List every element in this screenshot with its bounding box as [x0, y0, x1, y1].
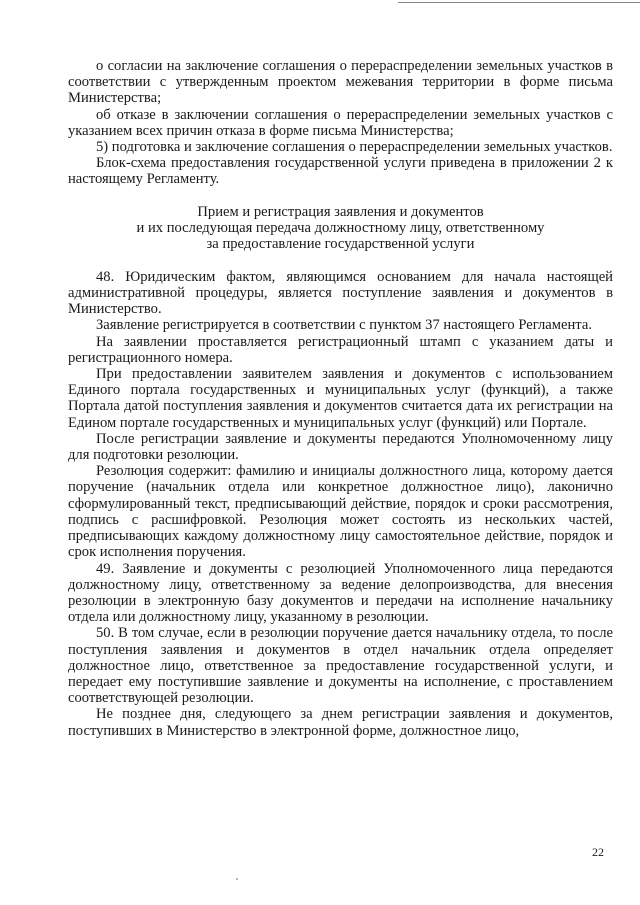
paragraph-registration: Заявление регистрируется в соответствии с пунктом 37 настоящего Регламента. — [96, 317, 592, 334]
paragraph-flowchart-reference: Блок-схема предоставления государственной услуги приведена в приложении 2 к настоящему Регламенту. — [68, 155, 613, 188]
section-heading-line: и их последующая передача должностному лицу, ответственному — [136, 220, 545, 237]
section-heading-line: Прием и регистрация заявления и документов — [197, 203, 484, 220]
section-heading-line: за предоставление государственной услуги — [206, 236, 475, 253]
paragraph-resolution-contents: Резолюция содержит: фамилию и инициалы должностного лица, которому дается поручение (начальник отдела или конкретное должностное лицо), лаконично сформулированный текст, предписывающий действие, порядок и сроки рассмотрения, подпись с расшифровкой. Резолюция может состоять из нескольких частей, предписывающих каждому должностному лицу самостоятельное действие, порядок и срок исполнения поручения. — [68, 463, 613, 561]
paragraph-portal-submission: При предоставлении заявителем заявления и документов с использованием Единого портала государственных и муниципальных услуг (функций), а также Портала датой поступления заявления и документов считается дата их регистрации на Едином портале государственных и муниципальных услуг (функций) или Портале. — [68, 366, 613, 431]
paragraph-item-5: 5) подготовка и заключение соглашения о перераспределении земельных участков. — [96, 139, 613, 156]
paragraph-transfer-for-resolution: После регистрации заявление и документы передаются Уполномоченному лицу для подготовки резолюции. — [68, 430, 613, 464]
paragraph-electronic-submission: Не позднее дня, следующего за днем регистрации заявления и документов, поступивших в Министерство в электронной форме, должностное лицо, — [68, 706, 613, 739]
paragraph-stamp: На заявлении проставляется регистрационный штамп с указанием даты и регистрационного номера. — [68, 333, 613, 366]
paragraph-49: 49. Заявление и документы с резолюцией Уполномоченного лица передаются должностному лицу, ответственному за ведение делопроизводства, для внесения резолюции в электронную базу документов и передачи на исполнение начальнику отдела или должностному лицу, указанному в резолюции. — [68, 560, 613, 626]
scan-artifact — [236, 878, 238, 880]
section-heading — [68, 204, 613, 253]
document-page — [68, 58, 613, 739]
top-edge-rule — [398, 2, 640, 3]
paragraph-50: 50. В том случае, если в резолюции поручение дается начальнику отдела, то после поступления заявления и документов в отдел начальник отдела определяет должностное лицо, ответственное за предоставление государственной услуги, и передает ему поступившие заявление и документы на исполнение, с проставлением соответствующей резолюции. — [68, 625, 613, 707]
paragraph-consent-option: о согласии на заключение соглашения о перераспределении земельных участков в соответствии с утвержденным проектом межевания территории в форме письма Министерства; — [68, 58, 613, 107]
paragraph-refusal-option: об отказе в заключении соглашения о перераспределении земельных участков с указанием всех причин отказа в форме письма Министерства; — [68, 106, 613, 139]
page-number: 22 — [592, 845, 604, 859]
paragraph-48: 48. Юридическим фактом, являющимся основанием для начала настоящей административной процедуры, является поступление заявления и документов в Министерство. — [68, 268, 613, 318]
